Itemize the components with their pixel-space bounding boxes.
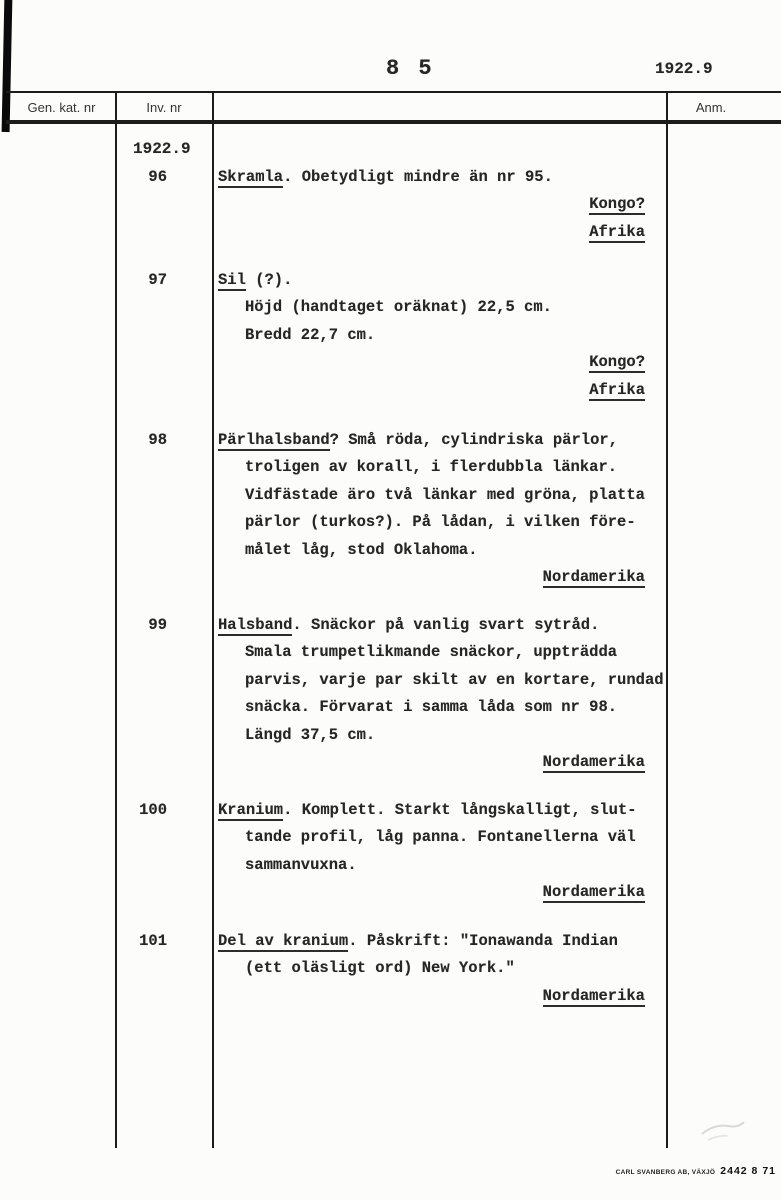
entry-text-line: Höjd (handtaget oräknat) 22,5 cm. [245,298,552,317]
entry-location-label [218,219,645,246]
accession-group-label: 1922.9 [133,140,191,158]
entry-text-line: snäcka. Förvarat i samma låda som nr 98. [245,698,618,717]
entry-body [218,612,664,776]
entry-text-line: pärlor (turkos?). På lådan, i vilken före- [245,513,636,532]
header-bottom-rule [6,120,781,124]
column-header-inv-nr: Inv. nr [146,100,182,115]
location-text: Nordamerika [542,753,645,772]
entry-text-line: tande profil, låg panna. Fontanellerna väl [245,828,636,847]
entry-keyword-underlined: Kranium [218,801,284,819]
printer-imprint [380,1161,776,1179]
entry-location-label [218,349,645,376]
entry-location-label [218,377,645,404]
entry-location-label [218,191,645,218]
catalog-entry [112,164,645,246]
catalog-entry [112,427,645,591]
entry-text-line: Smala trumpetlikmande snäckor, uppträdda [245,643,618,662]
entry-body [218,928,645,1010]
location-text: Nordamerika [542,986,645,1005]
entry-location-label [218,983,645,1010]
entry-keyword-underlined: Del av kranium [218,932,349,950]
entry-body [218,267,645,404]
location-text: Afrika [589,380,645,399]
entry-text-line: Kranium. Komplett. Starkt långskalligt, slut- [218,801,637,819]
inventory-number: 97 [148,271,167,289]
entry-keyword-underlined: Skramla [218,168,284,186]
entry-text-line: Skramla. Obetydligt mindre än nr 95. [218,168,553,186]
page-number: 8 5 [386,56,435,81]
inventory-number: 98 [148,431,167,449]
inventory-number: 99 [148,616,167,634]
entry-text-line: Del av kranium. Påskrift: "Ionawanda Indian [218,932,618,950]
entry-keyword-underlined: Halsband [218,616,293,634]
entry-text-line: (ett oläsligt ord) New York." [245,959,515,978]
entry-location-label [218,749,645,776]
print-code: 2442 8 71 [720,1165,776,1177]
location-text: Nordamerika [542,568,645,587]
entry-text-line: Vidfästade äro två länkar med gröna, platta [245,485,645,504]
inventory-number: 100 [139,801,167,819]
pencil-smudge [694,1112,752,1148]
year-code-header: 1922.9 [655,60,713,78]
entry-text-line: Halsband. Snäckor på vanlig svart sytråd. [218,616,600,634]
catalog-entry [112,267,645,404]
entry-body [218,427,645,591]
entry-body [218,164,645,246]
entry-location-label [218,879,645,906]
entry-keyword-underlined: Pärlhalsband [218,431,330,449]
column-header-gen-kat-nr: Gen. kat. nr [27,100,96,115]
location-text: Afrika [589,222,645,241]
entry-text-line: Längd 37,5 cm. [245,725,376,744]
entry-text-line: Bredd 22,7 cm. [245,325,376,344]
entry-text-line: Sil (?). [218,271,293,289]
printer-name: CARL SVANBERG AB, VÄXJÖ [615,1169,716,1176]
inventory-number: 96 [148,168,167,186]
entry-text-line: målet låg, stod Oklahoma. [245,540,478,559]
location-text: Kongo? [589,353,645,372]
entry-body [218,797,645,907]
entry-text-line: Pärlhalsband? Små röda, cylindriska pärlor, [218,431,618,449]
catalog-entry [112,612,664,776]
location-text: Kongo? [589,195,645,214]
entry-location-label [218,564,645,591]
location-text: Nordamerika [542,883,645,902]
catalog-entry [112,928,645,1010]
header-top-rule [6,91,781,93]
catalog-entry [112,797,645,907]
column-rule-anm [666,92,668,1148]
entry-text-line: parvis, varje par skilt av en kortare, rundad [245,670,664,689]
column-header-anm: Anm. [695,100,727,115]
entry-text-line: troligen av korall, i flerdubbla länkar. [245,458,618,477]
inventory-number: 101 [139,932,167,950]
entry-keyword-underlined: Sil [218,271,246,289]
entry-text-line: sammanvuxna. [245,855,357,874]
